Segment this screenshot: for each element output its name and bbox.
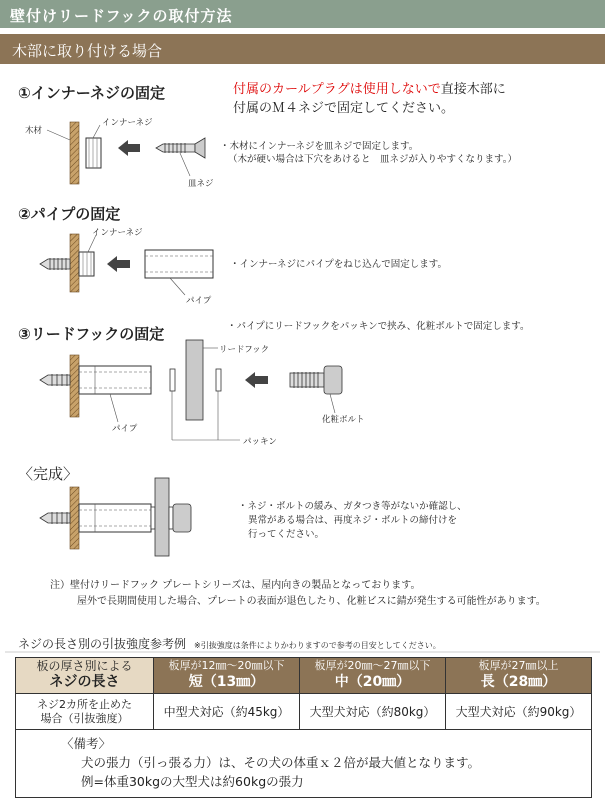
- table-note: ※引抜強度は条件によりかわりますので参考の目安としてください。: [194, 641, 441, 650]
- warning-red-text: 付属のカールプラグは使用しないで: [233, 82, 441, 97]
- lead-hook-plate: [186, 340, 203, 420]
- step2-note: ・インナーネジにパイプをねじ込んで固定します。: [230, 259, 447, 270]
- step3-note: ・パイプにリードフックをパッキンで挟み、化粧ボルトで固定します。: [227, 321, 530, 332]
- complete-heading: 〈完成〉: [18, 465, 79, 483]
- warning-rest-text: 直接木部に: [440, 82, 506, 97]
- table-header-row: [16, 658, 592, 694]
- complete-assembly: [40, 478, 191, 556]
- label-inner-nut-1: インナーネジ: [102, 118, 153, 128]
- caution-note: 注）壁付けリードフック プレートシリーズは、屋内向きの製品となっております。 屋外で長期間使用した場合、プレートの表面が退色したり、化粧ビスに錆が発生する可能性があります。: [50, 580, 546, 607]
- step3-heading: ③リードフックの固定: [18, 325, 165, 343]
- row-label: ネジ2カ所を止めた 場合（引抜強度）: [16, 694, 154, 730]
- memo-row: [16, 730, 592, 798]
- wood-board-complete: [70, 487, 79, 549]
- step2-heading: ②パイプの固定: [18, 205, 121, 223]
- label-packing: パッキン: [243, 437, 277, 447]
- section-title: 木部に取り付ける場合: [12, 42, 163, 60]
- flat-screw-1: [156, 138, 205, 158]
- header-col-long: 板厚が27㎜以上 長（28㎜）: [446, 658, 592, 694]
- label-cosmetic-bolt: 化粧ボルト: [322, 415, 365, 425]
- strength-table: [15, 657, 592, 798]
- header-col-short: 板厚が12㎜～20㎜以下 短（13㎜）: [154, 658, 300, 694]
- wood-board-1: [70, 122, 79, 184]
- memo-cell: [16, 730, 592, 798]
- wood-board-3: [70, 355, 79, 417]
- warning-line2: 付属のＭ４ネジで固定してください。: [233, 100, 455, 116]
- packing-left: [170, 369, 175, 391]
- memo-title: 〈備考〉: [61, 736, 112, 752]
- header-left: 板の厚さ別による ネジの長さ: [16, 658, 154, 694]
- table-title: ネジの長さ別の引抜強度参考例 ※引抜強度は条件によりかわりますので参考の目安としてください。: [18, 637, 441, 651]
- step1-warning: [233, 81, 506, 119]
- page-title: 壁付けリードフックの取付方法: [10, 7, 233, 25]
- cosmetic-bolt-3: [290, 366, 342, 394]
- complete-note: ・ネジ・ボルトの緩み、ガタつき等がないか確認し、 異常がある場合は、再度ネジ・ボルトの締付けを 行ってください。: [238, 501, 467, 540]
- label-inner-nut-2: インナーネジ: [92, 228, 143, 238]
- value-long: 大型犬対応（約90kg）: [446, 694, 592, 730]
- memo-line1: 犬の張力（引っ張る力）は、その犬の体重ｘ２倍が最大値となります。: [81, 755, 481, 771]
- screw-pipe-assembly-3: [40, 366, 151, 394]
- table-row: [16, 694, 592, 730]
- label-wood: 木材: [25, 126, 43, 136]
- arrow-left-icon-3: [245, 372, 268, 388]
- wood-board-2: [70, 234, 79, 292]
- label-lead-hook: リードフック: [219, 345, 270, 355]
- arrow-left-icon-1: [118, 140, 140, 156]
- step1-heading: ①インナーネジの固定: [18, 84, 165, 102]
- step1-note: ・木材にインナーネジを皿ネジで固定します。 （木が硬い場合は下穴をあけると 皿ネジが入りやすくなります。）: [220, 141, 517, 166]
- value-short: 中型犬対応（約45kg）: [154, 694, 300, 730]
- inner-nut-1: [86, 138, 101, 168]
- packing-right: [216, 369, 221, 391]
- label-flat-screw: 皿ネジ: [188, 179, 214, 189]
- header-col-medium: 板厚が20㎜～27㎜以下 中（20㎜）: [300, 658, 446, 694]
- memo-line2: 例=体重30kgの大型犬は約60kgの張力: [81, 773, 304, 789]
- label-pipe-3: パイプ: [112, 424, 138, 434]
- arrow-left-icon-2: [107, 256, 130, 272]
- value-medium: 大型犬対応（約80kg）: [300, 694, 446, 730]
- screw-assembly-2: [40, 252, 94, 276]
- pipe-2: [145, 250, 213, 278]
- label-pipe-2: パイプ: [186, 296, 212, 306]
